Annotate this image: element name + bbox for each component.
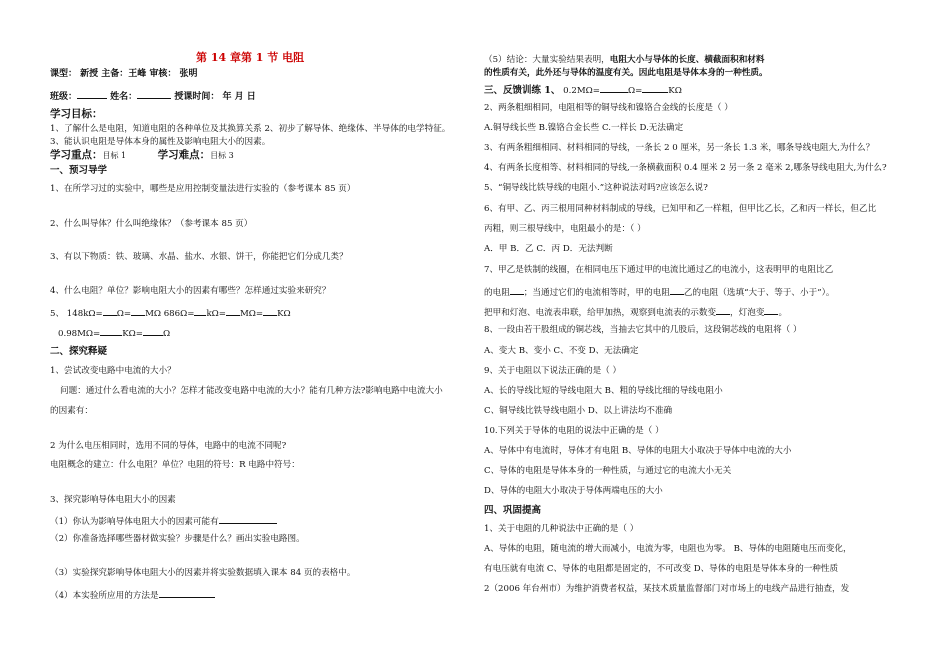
- feedback-5: 5、“铜导线比铁导线的电阻小.”这种说法对吗?应该怎么说?: [484, 183, 708, 193]
- section-explore: 二、探究释疑: [50, 346, 108, 357]
- feedback-7-b: 的电阻 ；当通过它们的电流相等时，甲的电阻 乙的电阻（选填“大于、等于、小于”）。: [484, 285, 835, 299]
- explore-3-1: （1）你认为影响导体电阻大小的因素可能有: [50, 514, 277, 528]
- blank[interactable]: [510, 285, 524, 295]
- class-blank[interactable]: [77, 89, 107, 99]
- student-meta: 班级： 姓名： 授课时间： 年 月 日: [50, 89, 256, 103]
- blank[interactable]: [103, 306, 117, 316]
- feedback-8-options: A、变大 B、变小 C、不变 D、无法确定: [484, 346, 639, 356]
- lesson-meta: 课型： 新授 主备：王峰 审核： 张明: [50, 69, 198, 79]
- feedback-7-c: 把甲和灯泡、电流表串联，给甲加热，观察到电流表的示数变 ，灯泡变 。: [484, 305, 787, 319]
- blank[interactable]: [131, 306, 145, 316]
- name-blank[interactable]: [137, 89, 171, 99]
- goal-1: 1、了解什么是电阻，知道电阻的各种单位及其换算关系 2、初步了解导体、绝缘体、半导体的电学特征。: [50, 124, 451, 134]
- blank[interactable]: [716, 305, 730, 315]
- consolidate-2: 2（2006 年台州市）为维护消费者权益，某技术质量监督部门对市场上的电线产品进行抽查，发: [484, 584, 850, 594]
- consolidate-1: 1、关于电阻的几种说法中正确的是（ ）: [484, 524, 639, 534]
- explore-1-question: 问题：通过什么看电流的大小？怎样才能改变电路中电流的大小？能有几种方法?影响电路中电流大小: [60, 386, 443, 396]
- explore-3-2: （2）你准备选择哪些器材做实验？步骤是什么？画出实验电路图。: [50, 534, 305, 544]
- explore-3: 3、探究影响导体电阻大小的因素: [50, 495, 176, 505]
- explore-1: 1、尝试改变电路中电流的大小？: [50, 366, 176, 376]
- feedback-7: 7、甲乙是铁制的线圈，在相同电压下通过甲的电流比通过乙的电流小，这表明甲的电阻比乙: [484, 265, 834, 275]
- explore-2-concept: 电阻概念的建立：什么电阻？单位？电阻的符号：R 电路中符号：: [50, 460, 300, 470]
- feedback-10-c: C、导体的电阻是导体本身的一种性质，与通过它的电流大小无关: [484, 466, 732, 476]
- blank[interactable]: [600, 83, 628, 93]
- feedback-9-cd: C、铜导线比铁导线电阻小 D、以上讲法均不准确: [484, 406, 673, 416]
- feedback-10: 10.下列关于导体的电阻的说法中正确的是（ ）: [484, 426, 664, 436]
- feedback-heading: 三、反馈训练 1、 0.2MΩ= Ω= KΩ: [484, 85, 682, 96]
- section-preview: 一、预习导学: [50, 165, 108, 176]
- goal-2: 3、能认识电阻是导体本身的属性及影响电阻大小的因素。: [50, 137, 271, 147]
- feedback-2-options: A.铜导线长些 B.镍铬合金长些 C.一样长 D.无法确定: [484, 123, 684, 133]
- consolidate-1-b: 有电压就有电流 C、导体的电阻都是固定的，不可改变 D、导体的电阻是导体本身的一种性质: [484, 564, 839, 574]
- blank[interactable]: [226, 306, 240, 316]
- feedback-4: 4、有两条长度相等、材料相同的导线,一条横截面积 0.4 厘米 2 另一条 2 毫米 2,哪条导线电阻大,为什么?: [484, 163, 887, 173]
- consolidate-1-a: A、导体的电阻，随电流的增大而减小，电流为零，电阻也为零。 B、导体的电阻随电压而变化，: [484, 544, 852, 554]
- key-points-row: 学习重点：目标 1 学习难点：目标 3: [50, 149, 234, 161]
- question-5: 5、 148kΩ= Ω= MΩ 686Ω= kΩ= MΩ= KΩ: [50, 306, 291, 320]
- question-4: 4、什么电阻？单位？影响电阻大小的因素有哪些？怎样通过实验来研究？: [50, 286, 331, 296]
- feedback-3: 3、有两条粗细相同、材料相同的导线，一条长 2 0 厘米，另一条长 1.3 米，哪条导线电阻大,为什么？: [484, 143, 875, 153]
- question-5-line-2: 0.98MΩ= KΩ= Ω: [58, 326, 170, 340]
- blank[interactable]: [642, 83, 668, 93]
- page-title: 第 14 章第 1 节 电阻: [196, 51, 305, 64]
- method-blank[interactable]: [159, 588, 215, 598]
- question-3: 3、有以下物质：铁、玻璃、水晶、盐水、水银、饼干，你能把它们分成几类？: [50, 252, 348, 262]
- blank[interactable]: [194, 306, 206, 316]
- feedback-10-d: D、导体的电阻大小取决于导体两端电压的大小: [484, 486, 663, 496]
- explore-3-3: （3）实验探究影响导体电阻大小的因素并将实验数据填入课本 84 页的表格中。: [50, 568, 356, 578]
- explore-2: 2 为什么电压相同时，选用不同的导体，电路中的电流不同呢?: [50, 441, 287, 451]
- explore-3-4: （4）本实验所应用的方法是: [50, 588, 215, 602]
- blank[interactable]: [670, 285, 684, 295]
- feedback-10-ab: A、导体中有电流时，导体才有电阻 B、导体的电阻大小取决于导体中电流的大小: [484, 446, 792, 456]
- feedback-9-ab: A、长的导线比短的导线电阻大 B、粗的导线比细的导线电阻小: [484, 386, 723, 396]
- factors-blank[interactable]: [219, 514, 277, 524]
- feedback-6: 6、有甲、乙、丙三根用同种材料制成的导线，已知甲和乙一样粗，但甲比乙长，乙和丙一样长，但乙比: [484, 204, 877, 214]
- feedback-6-options: A．甲 B．乙 C．丙 D．无法判断: [484, 244, 613, 254]
- blank[interactable]: [143, 326, 163, 336]
- goal-heading: 学习目标：: [50, 108, 103, 120]
- feedback-9: 9、关于电阻以下说法正确的是（ ）: [484, 366, 622, 376]
- blank[interactable]: [263, 306, 277, 316]
- conclusion: （5）结论：大量实验结果表明，电阻大小与导体的长度、横截面积和材料: [484, 55, 765, 65]
- feedback-2: 2、两条粗细相同，电阻相等的铜导线和镍铬合金线的长度是（ ）: [484, 103, 733, 113]
- explore-1-factors: 的因素有：: [50, 406, 93, 416]
- feedback-8: 8、一段由若干股组成的铜芯线，当抽去它其中的几股后，这段铜芯线的电阻将（ ）: [484, 325, 802, 335]
- feedback-6-b: 丙粗，则三根导线中，电阻最小的是：（ ）: [484, 224, 646, 234]
- question-1: 1、在所学习过的实验中，哪些是应用控制变量法进行实验的（参考课本 85 页）: [50, 184, 356, 194]
- conclusion-2: 的性质有关，此外还与导体的温度有关。因此电阻是导体本身的一种性质。: [484, 68, 768, 78]
- blank[interactable]: [100, 326, 122, 336]
- question-2: 2、什么叫导体？什么叫绝缘体？（参考课本 85 页）: [50, 219, 253, 229]
- section-consolidate: 四、巩固提高: [484, 505, 542, 516]
- blank[interactable]: [764, 305, 778, 315]
